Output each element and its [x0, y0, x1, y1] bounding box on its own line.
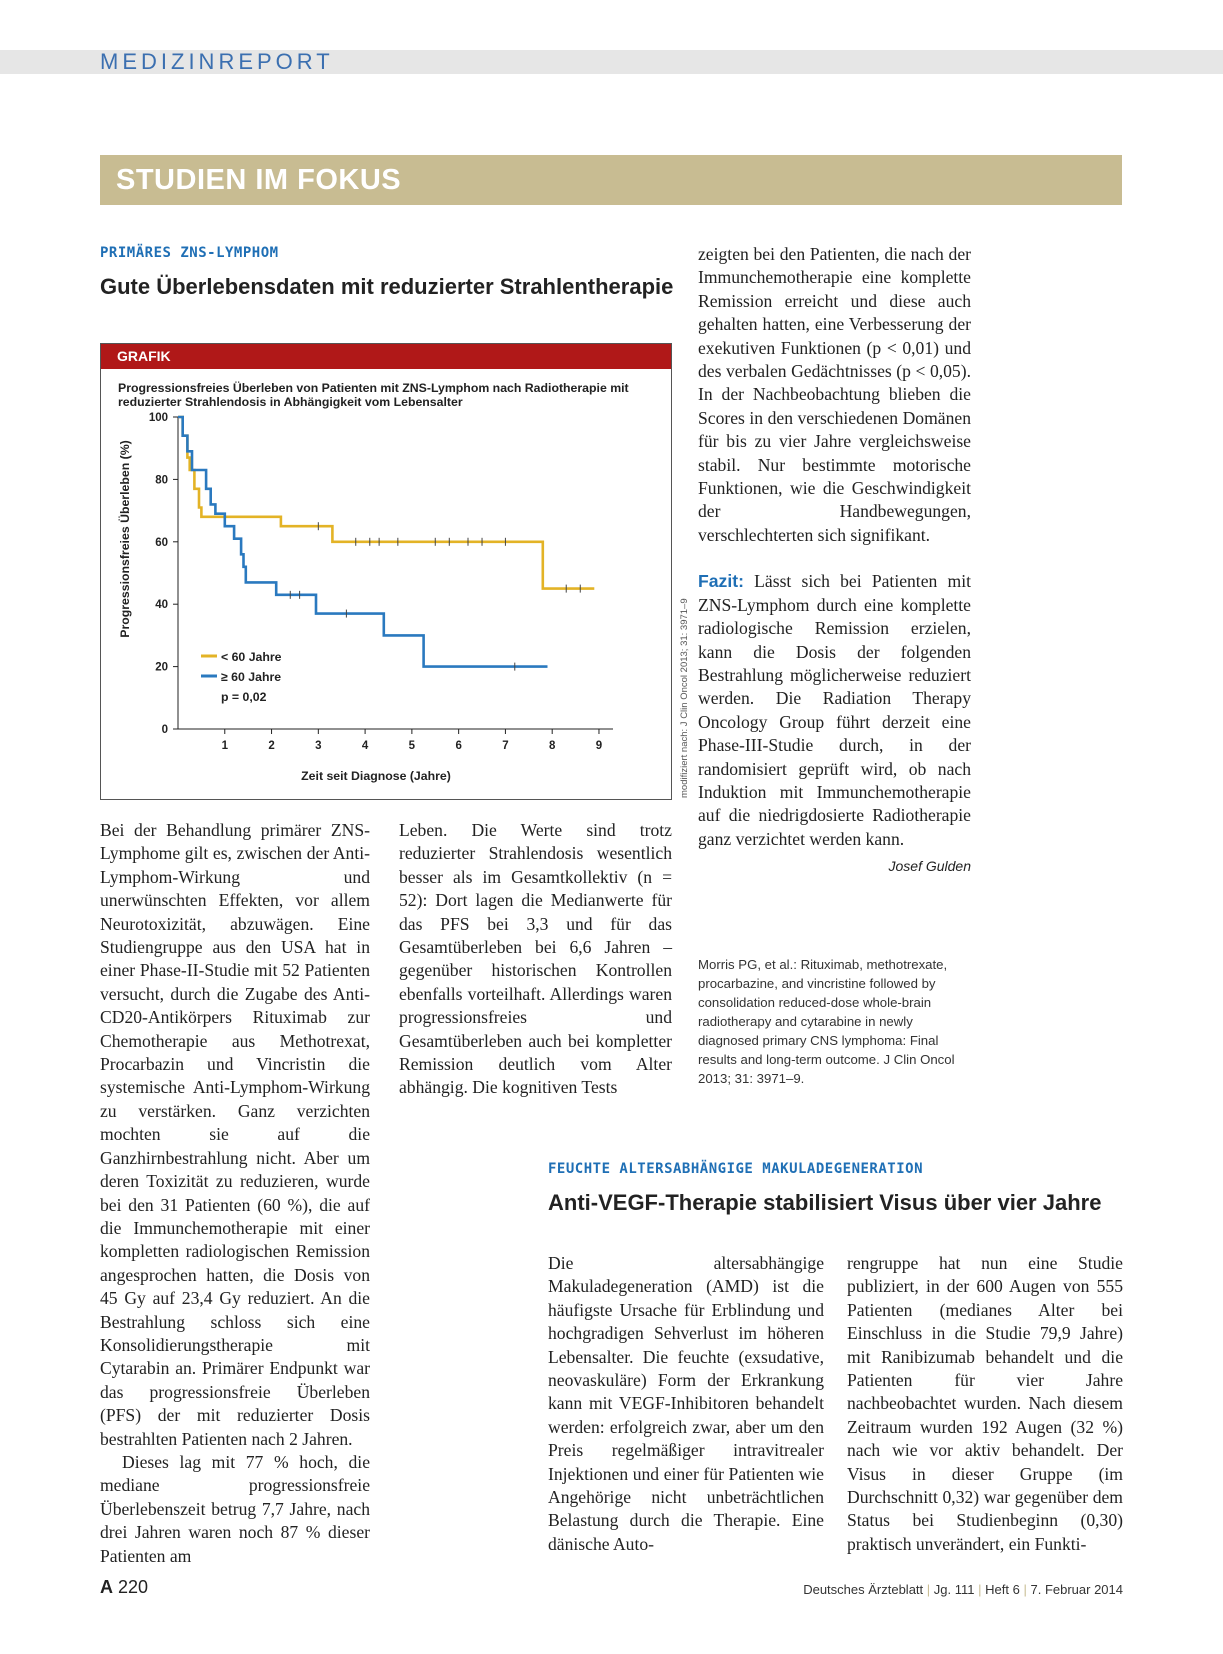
y-tick-label: 60	[155, 536, 168, 549]
x-axis-label: Zeit seit Diagnose (Jahre)	[301, 769, 451, 783]
chart-marks	[178, 417, 594, 671]
section-rubric: MEDIZINREPORT	[100, 49, 334, 74]
fazit-paragraph	[698, 570, 971, 851]
article1-col1-paragraph-2: Dieses lag mit 77 % hoch, die mediane progressionsfreie Überlebenszeit betrug 7,7 Jahre, nach drei Jahren waren noch 87 % dieser Patienten am	[100, 1451, 370, 1566]
legend-label-under-60: < 60 Jahre	[221, 650, 282, 664]
article2-col1-paragraph: Die altersabhängige Makuladegeneration (AMD) ist die häufigste Ursache für Erblindung und hochgradigen Sehverlust im höheren Lebensalter. Die feuchte (exsudative, neovaskuläre) Form der Erkrankung kann mit VEGF-Inhibitoren behandelt werden: erfolgreich zwar, aber um den Preis regelmäßiger intravitrealer Injektionen und einer für Patienten wie Angehörige nicht unbeträchtlichen Belastung durch die Therapie. Eine dänische Auto-	[548, 1253, 824, 1554]
y-tick-label: 0	[161, 724, 168, 736]
figure-credit: modifiziert nach: J Clin Oncol 2013; 31: 3971–9	[679, 598, 690, 798]
journal-name: Deutsches Ärzteblatt	[803, 1582, 924, 1597]
article1-column-2	[399, 819, 672, 1100]
article1-col3-paragraph-1: zeigten bei den Patienten, die nach der Immunchemotherapie eine komplette Remission erreicht und diese auch gehalten hatten, eine Verbesserung der exekutiven Funktionen (p < 0,01) und des verbalen Gedächtnisses (p < 0,05). In der Nachbeobachtung blieben die Scores in den verschiedenen Domänen für bis zu vier Jahre vergleichsweise stabil. Nur bestimmte motorische Funktionen, wie die Geschwindigkeit der Handbewegungen, verschlechterten sich signifikant.	[698, 244, 971, 545]
survival-chart	[101, 369, 671, 799]
journal-issue: Heft 6	[985, 1582, 1020, 1597]
figure-label: GRAFIK	[117, 348, 171, 364]
y-tick-label: 100	[148, 412, 168, 424]
journal-footer: Deutsches Ärzteblatt | Jg. 111 | Heft 6 | 7. Februar 2014	[803, 1582, 1123, 1597]
article2-column-2	[847, 1252, 1123, 1556]
page-number-value: 220	[118, 1577, 149, 1597]
journal-date: 7. Februar 2014	[1030, 1582, 1123, 1597]
page-number	[100, 1577, 148, 1598]
figure-box	[100, 343, 672, 800]
author-name: Josef Gulden	[888, 858, 971, 875]
y-tick-label: 40	[155, 599, 168, 612]
x-tick-label: 1	[221, 740, 228, 752]
y-axis-label: Progressionsfreies Überleben (%)	[118, 440, 132, 638]
x-tick-label: 3	[315, 740, 322, 752]
y-tick-label: 20	[155, 661, 168, 674]
x-tick-label: 5	[408, 740, 416, 752]
p-value-annotation: p = 0,02	[221, 690, 267, 704]
x-tick-label: 9	[595, 740, 603, 752]
article1-headline: Gute Überlebensdaten mit reduzierter Strahlentherapie	[100, 274, 674, 299]
fazit-label: Fazit:	[698, 571, 744, 592]
article2-col2-paragraph: rengruppe hat nun eine Studie publiziert, in der 600 Augen von 555 Patienten (medianes Alter bei Einschluss in die Studie 79,9 Jahre) mit Ranibizumab behandelt und die Patienten für vier Jahre nachbeobachtet wurden. Nach diesem Zeitraum wurden 192 Augen (32 %) nach wie vor aktiv behandelt. Der Visus in dieser Gruppe (im Durchschnitt 0,32) war gegenüber dem Status bei Studienbeginn (0,30) praktisch unverändert, ein Funkti-	[847, 1253, 1123, 1554]
article2-column-1	[548, 1252, 824, 1556]
page-prefix: A	[100, 1577, 113, 1597]
chart-legend	[201, 650, 282, 704]
article2-kicker: FEUCHTE ALTERSABHÄNGIGE MAKULADEGENERATION	[548, 1161, 924, 1177]
chart-title: Progressionsfreies Überleben von Patienten mit ZNS-Lymphom nach Radiotherapie mit reduzierter Strahlendosis in Abhängigkeit vom Lebensalter	[118, 381, 629, 409]
y-tick-label: 80	[155, 474, 168, 487]
article1-col1-paragraph-1: Bei der Behandlung primärer ZNS-Lymphome gilt es, zwischen der Anti-Lymphom-Wirkung und unerwünschten Effekten, vor allem Neurotoxizität, abzuwägen. Eine Studiengruppe aus den USA hat in einer Phase-II-Studie mit 52 Patienten versucht, durch die Zugabe des Anti-CD20-Antikörpers Rituximab zur Chemotherapie aus Methotrexat, Procarbazin und Vincristin die systemische Anti-Lymphom-Wirkung zu verstärken. Ganz verzichten mochten sie auf die Ganzhirnbestrahlung nicht. Aber um deren Toxizität zu reduzieren, wurde bei den 31 Patienten (60 %), die auf die Immunchemotherapie mit einer kompletten radiologischen Remission angesprochen hatten, die Dosis von 45 Gy auf 23,4 Gy reduziert. An die Bestrahlung schloss sich eine Konsolidierungstherapie mit Cytarabin an. Primärer Endpunkt war das progressionsfreie Überleben (PFS) der mit reduzierter Dosis bestrahlten Patienten nach 2 Jahren.	[100, 820, 370, 1449]
article1-col2-paragraph-1: Leben. Die Werte sind trotz reduzierter Strahlendosis wesentlich besser als im Gesamtkollektiv (n = 52): Dort lagen die Medianwerte für das PFS bei 3,3 und für das Gesamtüberleben bei 6,6 Jahren – gegenüber historischen Kontrollen ebenfalls vorteilhaft. Allerdings waren progressionsfreies und Gesamtüberleben auch bei kompletter Remission deutlich vom Alter abhängig. Die kognitiven Tests	[399, 820, 672, 1098]
survival-curve-series-1	[178, 417, 594, 589]
article1-column-1	[100, 819, 370, 1568]
x-tick-label: 4	[361, 740, 369, 752]
section-banner	[100, 155, 1122, 205]
article2-headline: Anti-VEGF-Therapie stabilisiert Visus über vier Jahre	[548, 1190, 1102, 1215]
article1-kicker: PRIMÄRES ZNS-LYMPHOM	[100, 245, 279, 261]
legend-label-60-plus: ≥ 60 Jahre	[221, 670, 282, 684]
x-tick-label: 2	[268, 740, 275, 752]
fazit-text: Lässt sich bei Patienten mit ZNS-Lymphom durch eine komplette radiologische Remission erzielen, kann die Dosis der folgenden Bestrahlung möglicherweise reduziert werden. Die Radiation Therapy Oncology Group führt derzeit eine Phase-III-Studie durch, in der randomisiert geprüft wird, ob nach Induktion mit Immunchemotherapie auf die niedrigdosierte Radiotherapie ganz verzichtet werden kann.	[698, 571, 971, 849]
x-tick-label: 6	[455, 740, 462, 752]
section-banner-title: STUDIEN IM FOKUS	[116, 164, 402, 196]
journal-volume: Jg. 111	[933, 1582, 975, 1597]
x-tick-label: 8	[548, 740, 556, 752]
x-tick-label: 7	[502, 740, 509, 752]
figure-label-bar	[101, 344, 671, 369]
article1-column-3	[698, 243, 971, 879]
article1-reference: Morris PG, et al.: Rituximab, methotrexate, procarbazine, and vincristine followed by consolidation reduced-dose whole-brain radiotherapy and cytarabine in newly diagnosed primary CNS lymphoma: Final results and long-term outcome. J Clin Oncol 2013; 31: 3971–9.	[698, 957, 955, 1086]
